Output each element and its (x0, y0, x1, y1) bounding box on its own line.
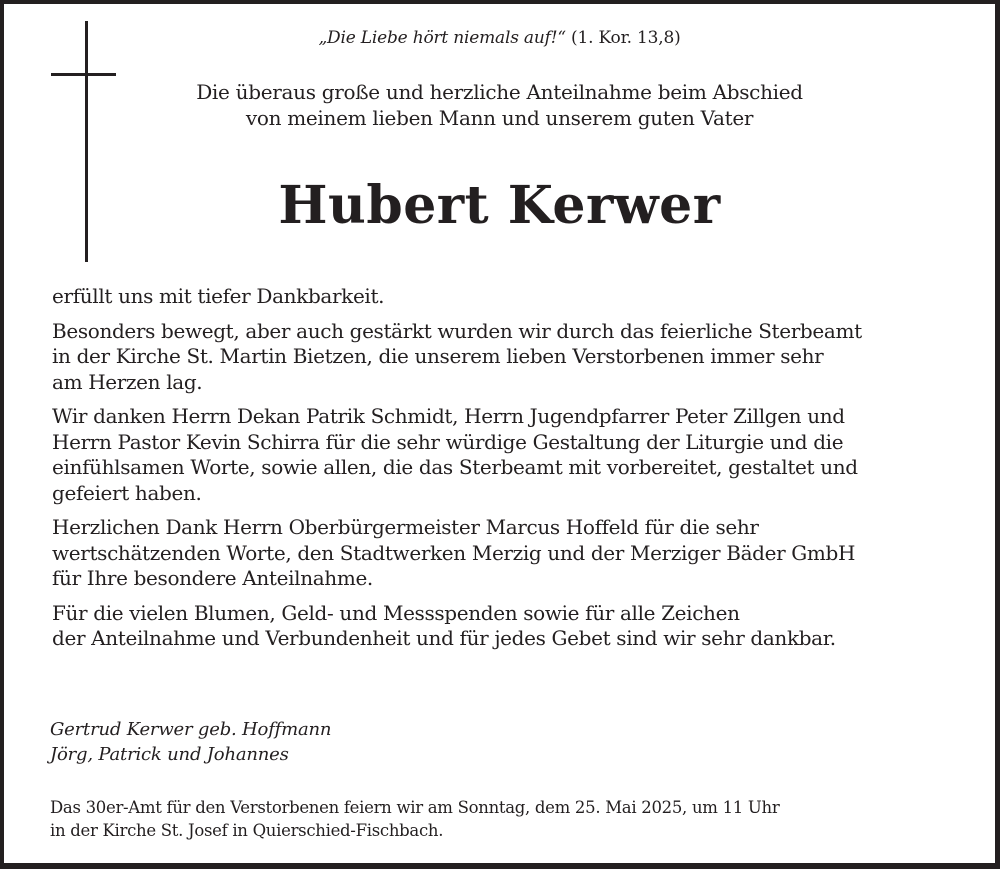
body-line: für Ihre besondere Anteilnahme. (52, 566, 373, 590)
intro-line: von meinem lieben Mann und unserem guten Vater (245, 106, 754, 130)
paragraph-mayor-thanks (52, 515, 982, 592)
body-line: der Anteilnahme und Verbundenheit und für jedes Gebet sind wir sehr dankbar. (52, 626, 836, 650)
obituary-card (4, 4, 995, 863)
family-signature (50, 717, 331, 767)
body-line: am Herzen lag. (52, 369, 203, 394)
paragraph-requiem (52, 319, 982, 396)
cross-horizontal-bar (51, 73, 116, 76)
body-line: Wir danken Herrn Dekan Patrik Schmidt, Herrn Jugendpfarrer Peter Zillgen und (52, 404, 845, 428)
signature-line: Jörg, Patrick und Johannes (50, 744, 289, 765)
intro-text (4, 79, 995, 131)
intro-line: Die überaus große und herzliche Anteilnahme beim Abschied (196, 80, 803, 104)
body-line: gefeiert haben. (52, 480, 202, 505)
thanks-body (52, 284, 982, 661)
paragraph-gratitude (52, 284, 982, 310)
body-line: in der Kirche St. Martin Bietzen, die unserem lieben Verstorbenen immer sehr (52, 344, 824, 368)
notice-line: in der Kirche St. Josef in Quierschied-Fischbach. (50, 821, 444, 840)
bible-quote (4, 28, 995, 48)
body-line: Herzlichen Dank Herrn Oberbürgermeister Marcus Hoffeld für die sehr (52, 515, 759, 539)
memorial-mass-notice (50, 796, 779, 842)
signature-line: Gertrud Kerwer geb. Hoffmann (50, 719, 332, 740)
body-line: Für die vielen Blumen, Geld- und Messspenden sowie für alle Zeichen (52, 600, 740, 625)
body-line: einfühlsamen Worte, sowie allen, die das Sterbeamt mit vorbereitet, gestaltet und (52, 455, 858, 479)
deceased-name: Hubert Kerwer (278, 175, 721, 236)
body-line: Besonders bewegt, aber auch gestärkt wurden wir durch das feierliche Sterbeamt (52, 318, 862, 343)
paragraph-donations-thanks (52, 601, 982, 652)
notice-line: Das 30er-Amt für den Verstorbenen feiern wir am Sonntag, dem 25. Mai 2025, um 11 Uhr (50, 798, 780, 817)
body-line: Herrn Pastor Kevin Schirra für die sehr würdige Gestaltung der Liturgie und die (52, 429, 844, 454)
body-line: erfüllt uns mit tiefer Dankbarkeit. (52, 284, 385, 308)
quote-reference: (1. Kor. 13,8) (571, 28, 681, 48)
paragraph-clergy-thanks (52, 404, 982, 506)
quote-text: „Die Liebe hört niemals auf!“ (318, 28, 566, 48)
body-line: wertschätzenden Worte, den Stadtwerken Merzig und der Merziger Bäder GmbH (52, 540, 856, 565)
